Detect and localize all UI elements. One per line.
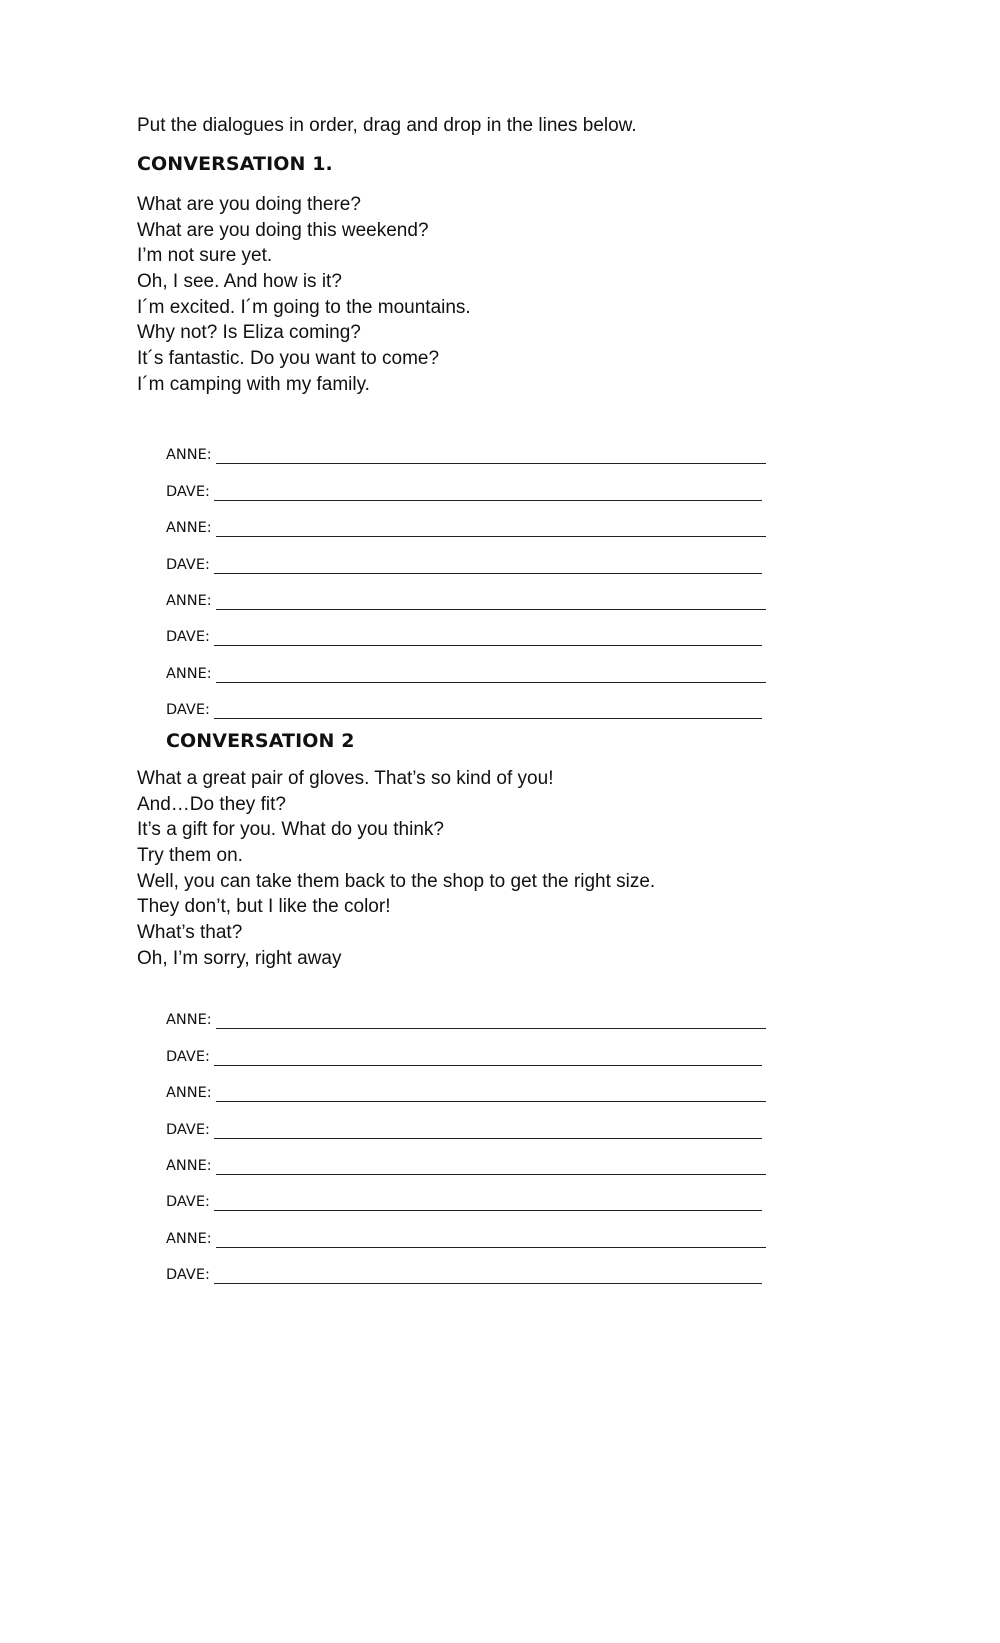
dialogue-option[interactable]: Oh, I’m sorry, right away (137, 947, 342, 969)
drop-line[interactable] (214, 1266, 762, 1284)
dialogue-option[interactable]: Try them on. (137, 845, 243, 867)
drop-line[interactable] (216, 1011, 766, 1029)
answer-row (166, 1211, 766, 1247)
speaker-label: DAVE: (166, 1194, 210, 1211)
conversation-1-options (137, 192, 471, 398)
drop-line[interactable] (214, 1193, 762, 1211)
answer-row (166, 1029, 766, 1065)
answer-row (166, 1175, 766, 1211)
drop-line[interactable] (216, 1084, 766, 1102)
speaker-label: DAVE: (166, 1048, 210, 1065)
answer-row (166, 683, 766, 719)
dialogue-option[interactable]: Why not? Is Eliza coming? (137, 322, 361, 344)
dialogue-option[interactable]: They don’t, but I like the color! (137, 896, 391, 918)
answer-row (166, 464, 766, 500)
speaker-label: ANNE: (166, 1012, 212, 1029)
drop-line[interactable] (216, 665, 766, 683)
speaker-label: DAVE: (166, 1267, 210, 1284)
dialogue-option[interactable]: I´m camping with my family. (137, 373, 370, 395)
dialogue-option[interactable]: Well, you can take them back to the shop to get the right size. (137, 870, 656, 892)
speaker-label: DAVE: (166, 1121, 210, 1138)
answer-row (166, 574, 766, 610)
dialogue-option[interactable]: What are you doing there? (137, 194, 361, 215)
speaker-label: DAVE: (166, 629, 210, 646)
drop-line[interactable] (214, 556, 762, 574)
drop-line[interactable] (216, 1157, 766, 1175)
conversation-1-title: CONVERSATION 1. (137, 153, 333, 175)
drop-line[interactable] (214, 483, 762, 501)
answer-row (166, 501, 766, 537)
dialogue-option[interactable]: And…Do they fit? (137, 793, 286, 815)
dialogue-option[interactable]: What a great pair of gloves. That’s so kind of you! (137, 768, 554, 789)
dialogue-option[interactable]: Oh, I see. And how is it? (137, 271, 342, 293)
dialogue-option[interactable]: It’s a gift for you. What do you think? (137, 819, 444, 841)
answer-row (166, 1248, 766, 1284)
answer-row (166, 428, 766, 464)
drop-line[interactable] (216, 446, 766, 464)
conversation-1-answer-lines (166, 428, 766, 719)
answer-row (166, 1066, 766, 1102)
speaker-label: ANNE: (166, 592, 212, 609)
speaker-label: DAVE: (166, 556, 210, 573)
speaker-label: ANNE: (166, 665, 212, 682)
instruction-text: Put the dialogues in order, drag and drop in the lines below. (137, 115, 637, 136)
drop-line[interactable] (214, 701, 762, 719)
answer-row (166, 646, 766, 682)
speaker-label: DAVE: (166, 702, 210, 719)
speaker-label: ANNE: (166, 1157, 212, 1174)
dialogue-option[interactable]: What’s that? (137, 922, 243, 944)
answer-row (166, 1139, 766, 1175)
speaker-label: ANNE: (166, 520, 212, 537)
dialogue-option[interactable]: I’m not sure yet. (137, 245, 273, 267)
answer-row (166, 610, 766, 646)
answer-row (166, 1102, 766, 1138)
drop-line[interactable] (214, 628, 762, 646)
drop-line[interactable] (214, 1121, 762, 1139)
drop-line[interactable] (214, 1048, 762, 1066)
conversation-2-title: CONVERSATION 2 (166, 730, 355, 752)
speaker-label: DAVE: (166, 483, 210, 500)
drop-line[interactable] (216, 519, 766, 537)
answer-row (166, 993, 766, 1029)
answer-row (166, 537, 766, 573)
conversation-2-answer-lines (166, 993, 766, 1284)
dialogue-option[interactable]: I´m excited. I´m going to the mountains. (137, 296, 471, 318)
drop-line[interactable] (216, 1230, 766, 1248)
drop-line[interactable] (216, 592, 766, 610)
speaker-label: ANNE: (166, 1085, 212, 1102)
speaker-label: ANNE: (166, 447, 212, 464)
dialogue-option[interactable]: What are you doing this weekend? (137, 219, 429, 241)
dialogue-option[interactable]: It´s fantastic. Do you want to come? (137, 348, 440, 370)
speaker-label: ANNE: (166, 1230, 212, 1247)
conversation-2-options (137, 766, 655, 972)
